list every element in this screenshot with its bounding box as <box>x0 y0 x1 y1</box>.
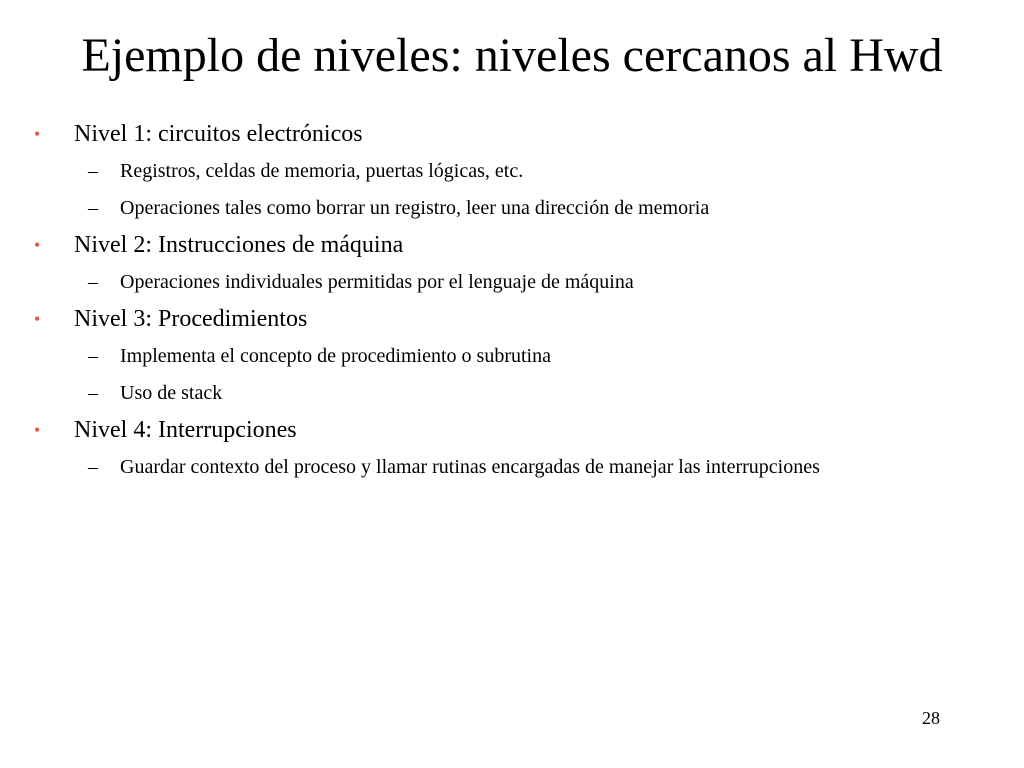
dash-icon: – <box>88 456 98 478</box>
dash-icon: – <box>88 382 98 404</box>
sub-bullet-text: Uso de stack <box>120 382 223 404</box>
dash-icon: – <box>88 197 98 219</box>
bullet-item <box>32 229 912 261</box>
dash-icon: – <box>88 160 98 182</box>
page-number: 28 <box>922 708 940 728</box>
bullet-list <box>32 118 912 483</box>
sub-bullet-item <box>32 341 912 372</box>
sub-bullet-text: Operaciones tales como borrar un registro, leer una dirección de memoria <box>120 197 710 219</box>
dash-icon: – <box>88 271 98 293</box>
bullet-dot-icon: • <box>34 124 41 144</box>
bullet-text: Nivel 1: circuitos electrónicos <box>74 121 363 147</box>
sub-bullet-text: Implementa el concepto de procedimiento o subrutina <box>120 345 551 367</box>
sub-bullet-text: Registros, celdas de memoria, puertas lógicas, etc. <box>120 160 524 182</box>
bullet-item <box>32 118 912 150</box>
bullet-item <box>32 303 912 335</box>
dash-icon: – <box>88 345 98 367</box>
sub-bullet-text: Operaciones individuales permitidas por el lenguaje de máquina <box>120 271 634 293</box>
sub-bullet-item <box>32 193 912 224</box>
bullet-dot-icon: • <box>34 235 41 255</box>
sub-bullet-item <box>32 267 912 298</box>
bullet-text: Nivel 2: Instrucciones de máquina <box>74 232 404 258</box>
bullet-dot-icon: • <box>34 309 41 329</box>
slide-title: Ejemplo de niveles: niveles cercanos al Hwd <box>81 29 943 82</box>
bullet-text: Nivel 3: Procedimientos <box>74 306 308 332</box>
bullet-item <box>32 414 912 446</box>
sub-bullet-item <box>32 156 912 187</box>
sub-bullet-item <box>32 452 912 483</box>
bullet-dot-icon: • <box>34 420 41 440</box>
sub-bullet-item <box>32 378 912 409</box>
sub-bullet-text: Guardar contexto del proceso y llamar rutinas encargadas de manejar las interrupciones <box>120 456 820 478</box>
bullet-text: Nivel 4: Interrupciones <box>74 417 297 443</box>
